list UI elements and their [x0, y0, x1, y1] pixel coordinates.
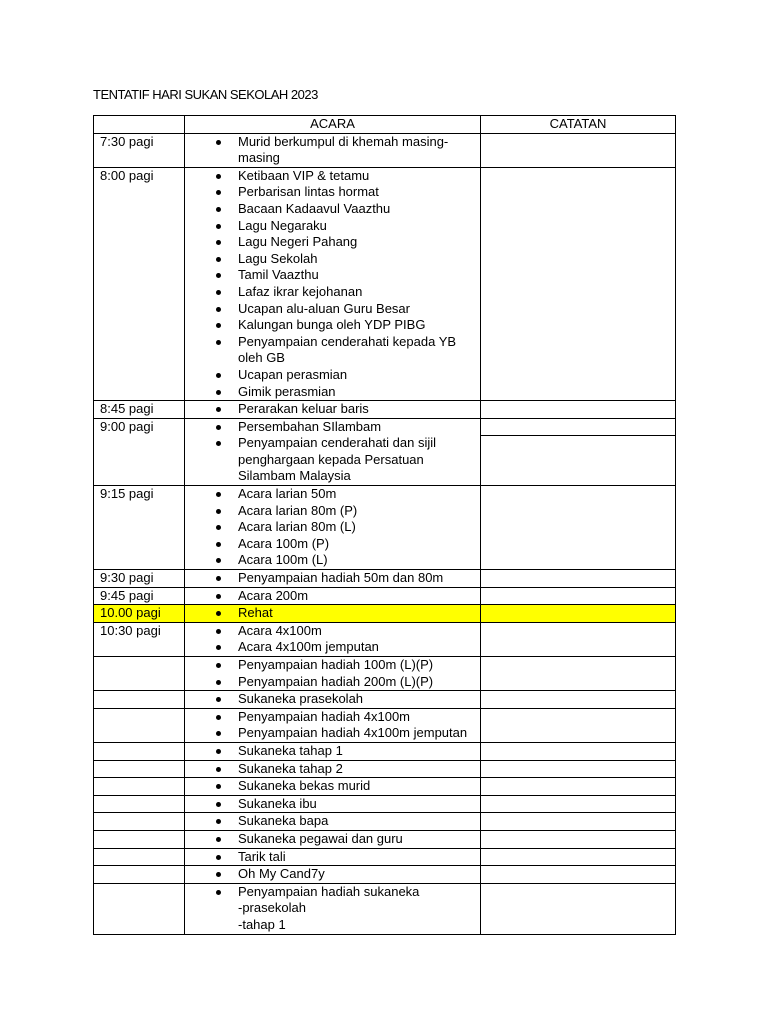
acara-item: [185, 134, 480, 167]
schedule-row: [94, 570, 676, 588]
acara-item: [185, 813, 480, 830]
acara-line: Penyampaian hadiah 100m (L)(P): [238, 657, 434, 672]
acara-item: [185, 884, 480, 934]
acara-item: [185, 623, 480, 640]
bullet-icon: [216, 390, 221, 395]
acara-item: [185, 674, 480, 691]
bullet-icon: [216, 407, 221, 412]
time-cell: [94, 742, 185, 760]
acara-item: [185, 234, 480, 251]
bullet-icon: [216, 784, 221, 789]
schedule-row: [94, 813, 676, 831]
acara-line: Acara 100m (P): [238, 535, 330, 551]
catatan-cell: [481, 830, 676, 848]
schedule-row: [94, 401, 676, 419]
acara-line: Sukaneka bapa: [238, 813, 329, 829]
header-time-cell: [94, 116, 185, 134]
acara-line: Lagu Negeri Pahang: [238, 234, 358, 250]
acara-cell: [185, 418, 481, 485]
acara-line: Acara 4x100m jemputan: [238, 639, 379, 655]
acara-line: Sukaneka pegawai dan guru: [238, 830, 403, 846]
acara-item: [185, 267, 480, 284]
bullet-icon: [216, 558, 221, 563]
catatan-cell: [481, 778, 676, 796]
acara-item: [185, 866, 480, 883]
bullet-icon: [216, 525, 221, 530]
acara-item: [185, 334, 480, 367]
bullet-icon: [216, 611, 221, 616]
acara-line: Silambam Malaysia: [238, 468, 351, 484]
acara-cell: [185, 570, 481, 588]
bullet-icon: [216, 802, 221, 807]
acara-line: Acara larian 80m (L): [238, 519, 356, 535]
acara-cell: [185, 605, 481, 623]
acara-item: [185, 184, 480, 201]
catatan-cell: [481, 760, 676, 778]
bullet-icon: [216, 190, 221, 195]
acara-item: [185, 605, 480, 622]
acara-cell: [185, 813, 481, 831]
time-cell: 10.00 pagi: [94, 605, 185, 623]
acara-line: Sukaneka tahap 2: [238, 760, 343, 776]
acara-item: [185, 588, 480, 605]
acara-line: Gimik perasmian: [238, 383, 336, 399]
acara-item: [185, 709, 480, 726]
acara-cell: [185, 883, 481, 934]
acara-line: Sukaneka bekas murid: [238, 778, 371, 794]
acara-line: Oh My Cand7y: [238, 866, 325, 882]
acara-item: [185, 419, 480, 436]
acara-line: oleh GB: [238, 350, 285, 366]
page-title: TENTATIF HARI SUKAN SEKOLAH 2023: [93, 87, 318, 102]
schedule-row: [94, 418, 676, 485]
schedule-row: [94, 486, 676, 570]
schedule-row: [94, 133, 676, 167]
schedule-row: [94, 657, 676, 691]
acara-line: Penyampaian hadiah sukaneka: [238, 883, 420, 899]
acara-item: [185, 251, 480, 268]
acara-line: Sukaneka tahap 1: [238, 742, 343, 758]
acara-cell: [185, 657, 481, 691]
schedule-row: [94, 866, 676, 884]
acara-item: [185, 435, 480, 485]
bullet-icon: [216, 224, 221, 229]
acara-line: -tahap 1: [238, 916, 286, 932]
acara-item: [185, 284, 480, 301]
acara-line: Lagu Negaraku: [238, 217, 327, 233]
acara-item: [185, 725, 480, 742]
acara-cell: [185, 587, 481, 605]
acara-line: Lafaz ikrar kejohanan: [238, 283, 363, 299]
header-catatan: CATATAN: [481, 116, 676, 134]
acara-item: [185, 796, 480, 813]
bullet-icon: [216, 837, 221, 842]
catatan-cell: [481, 883, 676, 934]
acara-item: [185, 778, 480, 795]
bullet-icon: [216, 509, 221, 514]
schedule-row: [94, 848, 676, 866]
bullet-icon: [216, 240, 221, 245]
acara-line: Acara larian 50m: [238, 486, 337, 502]
catatan-cell: [481, 587, 676, 605]
bullet-icon: [216, 731, 221, 736]
acara-item: [185, 384, 480, 401]
catatan-cell: [481, 622, 676, 656]
bullet-icon: [216, 680, 221, 685]
acara-line: Kalungan bunga oleh YDP PIBG: [238, 317, 426, 333]
acara-line: Ucapan perasmian: [238, 366, 348, 382]
acara-line: Murid berkumpul di khemah masing-: [238, 133, 449, 149]
acara-line: Penyampaian hadiah 4x100m: [238, 708, 411, 724]
time-cell: 8:00 pagi: [94, 167, 185, 400]
acara-line: Penyampaian hadiah 4x100m jemputan: [238, 725, 468, 741]
catatan-cell: [481, 657, 676, 691]
bullet-icon: [216, 492, 221, 497]
bullet-icon: [216, 872, 221, 877]
acara-line: Perbarisan lintas hormat: [238, 184, 379, 200]
acara-cell: [185, 401, 481, 419]
acara-item: [185, 570, 480, 587]
time-cell: [94, 708, 185, 742]
acara-cell: [185, 866, 481, 884]
schedule-row: [94, 167, 676, 400]
acara-item: [185, 831, 480, 848]
acara-cell: [185, 830, 481, 848]
acara-line: Ketibaan VIP & tetamu: [238, 167, 370, 183]
bullet-icon: [216, 290, 221, 295]
catatan-cell: [481, 605, 676, 623]
acara-line: Sukaneka prasekolah: [238, 691, 364, 707]
schedule-row: [94, 795, 676, 813]
acara-line: Persembahan SIlambam: [238, 418, 382, 434]
schedule-row: [94, 830, 676, 848]
schedule-row-highlighted: [94, 605, 676, 623]
bullet-icon: [216, 425, 221, 430]
time-cell: 10:30 pagi: [94, 622, 185, 656]
bullet-icon: [216, 257, 221, 262]
acara-item: [185, 519, 480, 536]
acara-item: [185, 218, 480, 235]
catatan-cell: [481, 133, 676, 167]
acara-line: Acara 100m (L): [238, 552, 328, 568]
time-cell: [94, 883, 185, 934]
bullet-icon: [216, 273, 221, 278]
bullet-icon: [216, 542, 221, 547]
time-cell: 9:45 pagi: [94, 587, 185, 605]
acara-item: [185, 168, 480, 185]
acara-item: [185, 743, 480, 760]
bullet-icon: [216, 594, 221, 599]
acara-cell: [185, 742, 481, 760]
acara-item: [185, 639, 480, 656]
schedule-row: [94, 691, 676, 709]
acara-line: Acara 4x100m: [238, 622, 322, 638]
bullet-icon: [216, 323, 221, 328]
acara-line: Bacaan Kadaavul Vaazthu: [238, 200, 391, 216]
catatan-cell: [481, 742, 676, 760]
acara-item: [185, 849, 480, 866]
schedule-row: [94, 742, 676, 760]
bullet-icon: [216, 441, 221, 446]
time-cell: 7:30 pagi: [94, 133, 185, 167]
acara-cell: [185, 795, 481, 813]
acara-item: [185, 367, 480, 384]
acara-line: penghargaan kepada Persatuan: [238, 451, 424, 467]
bullet-icon: [216, 174, 221, 179]
header-acara: ACARA: [185, 116, 481, 134]
catatan-cell: [481, 167, 676, 400]
time-cell: [94, 866, 185, 884]
bullet-icon: [216, 663, 221, 668]
time-cell: [94, 760, 185, 778]
acara-item: [185, 552, 480, 569]
acara-item: [185, 317, 480, 334]
catatan-cell: [481, 795, 676, 813]
acara-line: Rehat: [238, 605, 273, 621]
acara-item: [185, 761, 480, 778]
acara-cell: [185, 486, 481, 570]
acara-line: Penyampaian hadiah 200m (L)(P): [238, 673, 434, 689]
catatan-cell: [481, 866, 676, 884]
catatan-subcell-divider: [481, 419, 675, 437]
bullet-icon: [216, 629, 221, 634]
bullet-icon: [216, 715, 221, 720]
acara-item: [185, 503, 480, 520]
acara-cell: [185, 133, 481, 167]
bullet-icon: [216, 645, 221, 650]
time-cell: 8:45 pagi: [94, 401, 185, 419]
time-cell: 9:00 pagi: [94, 418, 185, 485]
catatan-cell: [481, 813, 676, 831]
schedule-row: [94, 883, 676, 934]
bullet-icon: [216, 767, 221, 772]
acara-cell: [185, 708, 481, 742]
catatan-cell: [481, 418, 676, 485]
acara-line: Lagu Sekolah: [238, 250, 318, 266]
acara-line: Ucapan alu-aluan Guru Besar: [238, 300, 410, 316]
acara-line: Perarakan keluar baris: [238, 401, 369, 417]
time-cell: [94, 848, 185, 866]
acara-line: -prasekolah: [238, 900, 306, 916]
bullet-icon: [216, 307, 221, 312]
bullet-icon: [216, 819, 221, 824]
time-cell: [94, 795, 185, 813]
bullet-icon: [216, 576, 221, 581]
acara-line: Penyampaian cenderahati dan sijil: [238, 435, 437, 451]
schedule-row: [94, 587, 676, 605]
catatan-cell: [481, 570, 676, 588]
schedule-table: [93, 115, 676, 935]
acara-line: Tamil Vaazthu: [238, 267, 319, 283]
acara-item: [185, 486, 480, 503]
time-cell: [94, 691, 185, 709]
acara-cell: [185, 622, 481, 656]
bullet-icon: [216, 140, 221, 145]
bullet-icon: [216, 697, 221, 702]
catatan-cell: [481, 848, 676, 866]
acara-item: [185, 201, 480, 218]
acara-line: Tarik tali: [238, 848, 286, 864]
time-cell: [94, 657, 185, 691]
acara-item: [185, 657, 480, 674]
time-cell: 9:15 pagi: [94, 486, 185, 570]
time-cell: [94, 778, 185, 796]
bullet-icon: [216, 749, 221, 754]
time-cell: 9:30 pagi: [94, 570, 185, 588]
schedule-row: [94, 708, 676, 742]
acara-cell: [185, 760, 481, 778]
acara-line: Acara larian 80m (P): [238, 502, 358, 518]
catatan-cell: [481, 401, 676, 419]
acara-cell: [185, 848, 481, 866]
acara-line: Penyampaian cenderahati kepada YB: [238, 333, 457, 349]
bullet-icon: [216, 373, 221, 378]
acara-line: Sukaneka ibu: [238, 795, 317, 811]
acara-line: Acara 200m: [238, 587, 309, 603]
acara-item: [185, 536, 480, 553]
acara-item: [185, 301, 480, 318]
acara-cell: [185, 691, 481, 709]
bullet-icon: [216, 890, 221, 895]
catatan-cell: [481, 691, 676, 709]
catatan-cell: [481, 708, 676, 742]
acara-cell: [185, 778, 481, 796]
bullet-icon: [216, 340, 221, 345]
acara-cell: [185, 167, 481, 400]
acara-item: [185, 691, 480, 708]
acara-item: [185, 401, 480, 418]
acara-line: masing: [238, 150, 280, 166]
acara-line: Penyampaian hadiah 50m dan 80m: [238, 570, 444, 586]
schedule-row: [94, 622, 676, 656]
time-cell: [94, 813, 185, 831]
bullet-icon: [216, 855, 221, 860]
catatan-cell: [481, 486, 676, 570]
bullet-icon: [216, 207, 221, 212]
header-row: [94, 116, 676, 134]
schedule-row: [94, 760, 676, 778]
schedule-row: [94, 778, 676, 796]
time-cell: [94, 830, 185, 848]
